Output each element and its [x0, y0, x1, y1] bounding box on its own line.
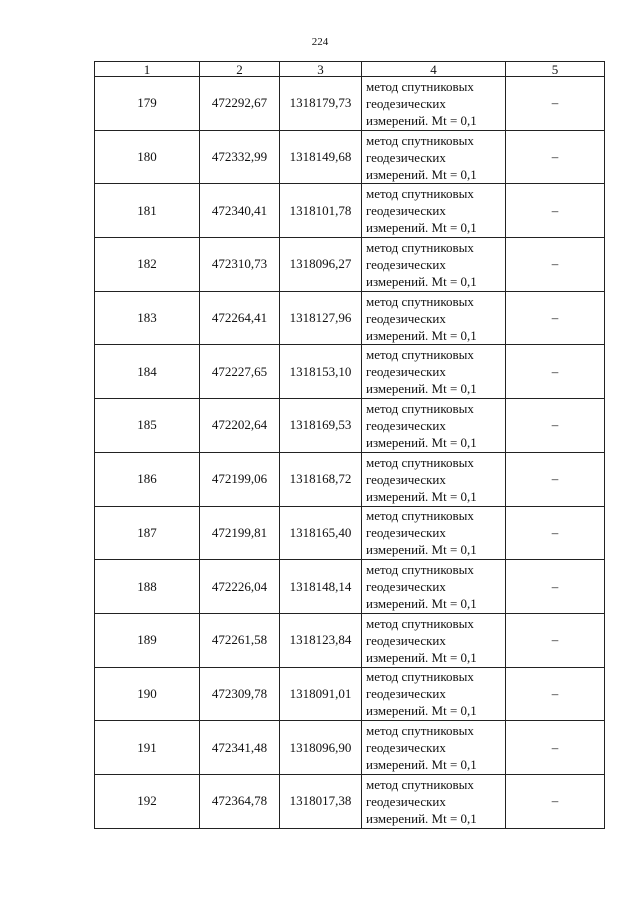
note-cell: – — [506, 291, 605, 345]
x-coordinate-cell: 472292,67 — [200, 77, 280, 131]
table-row — [95, 667, 605, 721]
note-cell: – — [506, 774, 605, 828]
x-coordinate-cell: 472202,64 — [200, 399, 280, 453]
point-number-cell: 191 — [95, 721, 200, 775]
point-number-cell: 188 — [95, 560, 200, 614]
point-number-cell: 179 — [95, 77, 200, 131]
method-cell: метод спутниковых геодезических измерений. Mt = 0,1 — [362, 667, 506, 721]
note-cell: – — [506, 399, 605, 453]
y-coordinate-cell: 1318017,38 — [280, 774, 362, 828]
x-coordinate-cell: 472364,78 — [200, 774, 280, 828]
x-coordinate-cell: 472309,78 — [200, 667, 280, 721]
table-row — [95, 345, 605, 399]
point-number-cell: 192 — [95, 774, 200, 828]
table-row — [95, 452, 605, 506]
point-number-cell: 189 — [95, 613, 200, 667]
note-cell: – — [506, 77, 605, 131]
x-coordinate-cell: 472226,04 — [200, 560, 280, 614]
point-number-cell: 180 — [95, 130, 200, 184]
method-cell: метод спутниковых геодезических измерений. Mt = 0,1 — [362, 184, 506, 238]
y-coordinate-cell: 1318123,84 — [280, 613, 362, 667]
point-number-cell: 190 — [95, 667, 200, 721]
table-row — [95, 560, 605, 614]
y-coordinate-cell: 1318148,14 — [280, 560, 362, 614]
x-coordinate-cell: 472340,41 — [200, 184, 280, 238]
y-coordinate-cell: 1318179,73 — [280, 77, 362, 131]
table-row — [95, 130, 605, 184]
note-cell: – — [506, 452, 605, 506]
y-coordinate-cell: 1318168,72 — [280, 452, 362, 506]
point-number-cell: 182 — [95, 238, 200, 292]
y-coordinate-cell: 1318169,53 — [280, 399, 362, 453]
method-cell: метод спутниковых геодезических измерений. Mt = 0,1 — [362, 560, 506, 614]
y-coordinate-cell: 1318165,40 — [280, 506, 362, 560]
x-coordinate-cell: 472227,65 — [200, 345, 280, 399]
x-coordinate-cell: 472261,58 — [200, 613, 280, 667]
x-coordinate-cell: 472310,73 — [200, 238, 280, 292]
method-cell: метод спутниковых геодезических измерений. Mt = 0,1 — [362, 77, 506, 131]
column-header-4: 4 — [362, 62, 506, 77]
method-cell: метод спутниковых геодезических измерений. Mt = 0,1 — [362, 130, 506, 184]
table-row — [95, 721, 605, 775]
note-cell: – — [506, 184, 605, 238]
table-row — [95, 291, 605, 345]
table-header-row — [95, 62, 605, 77]
note-cell: – — [506, 130, 605, 184]
x-coordinate-cell: 472199,06 — [200, 452, 280, 506]
method-cell: метод спутниковых геодезических измерений. Mt = 0,1 — [362, 399, 506, 453]
column-header-2: 2 — [200, 62, 280, 77]
x-coordinate-cell: 472264,41 — [200, 291, 280, 345]
y-coordinate-cell: 1318096,27 — [280, 238, 362, 292]
x-coordinate-cell: 472332,99 — [200, 130, 280, 184]
method-cell: метод спутниковых геодезических измерений. Mt = 0,1 — [362, 506, 506, 560]
method-cell: метод спутниковых геодезических измерений. Mt = 0,1 — [362, 345, 506, 399]
table-row — [95, 238, 605, 292]
point-number-cell: 184 — [95, 345, 200, 399]
point-number-cell: 183 — [95, 291, 200, 345]
table-row — [95, 399, 605, 453]
table-row — [95, 77, 605, 131]
y-coordinate-cell: 1318101,78 — [280, 184, 362, 238]
x-coordinate-cell: 472199,81 — [200, 506, 280, 560]
column-header-3: 3 — [280, 62, 362, 77]
method-cell: метод спутниковых геодезических измерений. Mt = 0,1 — [362, 774, 506, 828]
note-cell: – — [506, 506, 605, 560]
method-cell: метод спутниковых геодезических измерений. Mt = 0,1 — [362, 721, 506, 775]
table-row — [95, 774, 605, 828]
x-coordinate-cell: 472341,48 — [200, 721, 280, 775]
point-number-cell: 187 — [95, 506, 200, 560]
method-cell: метод спутниковых геодезических измерений. Mt = 0,1 — [362, 238, 506, 292]
y-coordinate-cell: 1318127,96 — [280, 291, 362, 345]
y-coordinate-cell: 1318153,10 — [280, 345, 362, 399]
table-body — [95, 77, 605, 829]
column-header-1: 1 — [95, 62, 200, 77]
table-row — [95, 506, 605, 560]
page-number: 224 — [311, 36, 329, 48]
note-cell: – — [506, 560, 605, 614]
table-row — [95, 184, 605, 238]
method-cell: метод спутниковых геодезических измерений. Mt = 0,1 — [362, 452, 506, 506]
note-cell: – — [506, 345, 605, 399]
column-header-5: 5 — [506, 62, 605, 77]
note-cell: – — [506, 613, 605, 667]
coordinates-table — [94, 61, 605, 829]
point-number-cell: 185 — [95, 399, 200, 453]
y-coordinate-cell: 1318149,68 — [280, 130, 362, 184]
note-cell: – — [506, 667, 605, 721]
method-cell: метод спутниковых геодезических измерений. Mt = 0,1 — [362, 613, 506, 667]
note-cell: – — [506, 238, 605, 292]
method-cell: метод спутниковых геодезических измерений. Mt = 0,1 — [362, 291, 506, 345]
point-number-cell: 186 — [95, 452, 200, 506]
y-coordinate-cell: 1318096,90 — [280, 721, 362, 775]
note-cell: – — [506, 721, 605, 775]
y-coordinate-cell: 1318091,01 — [280, 667, 362, 721]
table-row — [95, 613, 605, 667]
point-number-cell: 181 — [95, 184, 200, 238]
